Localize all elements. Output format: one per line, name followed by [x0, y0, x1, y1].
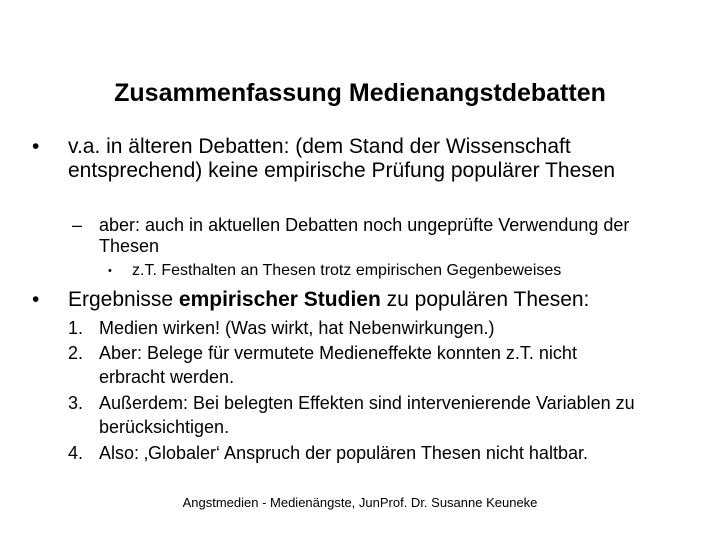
list-item-text: Außerdem: Bei belegten Effekten sind intervenierende Variablen zu berücksichtigen. — [99, 393, 635, 437]
slide-title: Zusammenfassung Medienangstdebatten — [114, 79, 606, 107]
list-item-text: Also: ‚Globaler‘ Anspruch der populären Thesen nicht haltbar. — [99, 443, 588, 463]
dash-marker: – — [72, 215, 83, 235]
list-item-text: Aber: Belege für vermutete Medieneffekte konnten z.T. nicht erbracht werden. — [99, 343, 577, 387]
sub-bullet-text: aber: auch in aktuellen Debatten noch ungeprüfte Verwendung der Thesen — [99, 215, 630, 256]
bullet-marker: • — [108, 265, 112, 277]
list-number: 3. — [68, 393, 84, 413]
list-number: 4. — [68, 443, 84, 463]
sub-sub-bullet-text: z.T. Festhalten an Thesen trotz empirischen Gegenbeweises — [132, 262, 562, 279]
footer-text: Angstmedien - Medienängste, JunProf. Dr. Susanne Keuneke — [182, 495, 538, 510]
list-number: 2. — [68, 343, 84, 363]
list-number: 1. — [68, 318, 84, 338]
bullet-marker: • — [32, 135, 40, 158]
bullet-1-text: v.a. in älteren Debatten: (dem Stand der Wissenschaft entsprechend) keine empirische Prüfung populärer Thesen — [68, 135, 616, 182]
list-item-text: Medien wirken! (Was wirkt, hat Nebenwirkungen.) — [99, 318, 495, 338]
bullet-2-text-end: zu populären Thesen: — [380, 288, 590, 311]
bullet-marker: • — [32, 288, 40, 311]
bullet-2-text-start: Ergebnisse — [68, 288, 179, 311]
bullet-2-text — [68, 288, 688, 312]
bullet-2-text-bold: empirischer Studien — [178, 288, 381, 311]
